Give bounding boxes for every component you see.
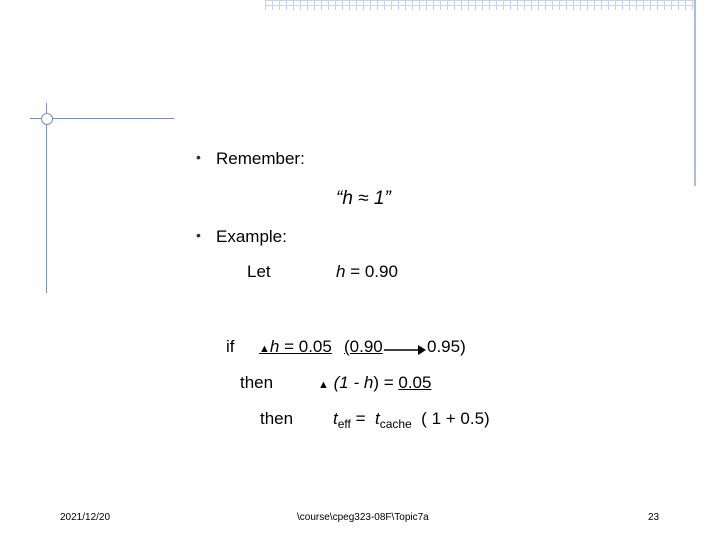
delta-icon: ▲	[259, 343, 270, 355]
if-word: if	[226, 337, 235, 356]
range-end: 0.95)	[427, 337, 466, 356]
example-label: Example:	[216, 227, 287, 246]
delta-icon: ▲	[318, 379, 329, 391]
decorative-circle-icon	[41, 113, 53, 125]
let-expression: h = 0.90	[336, 262, 398, 281]
range-start: (0.90	[344, 337, 383, 356]
bullet-icon: •	[196, 149, 201, 165]
then-word-2: then	[260, 409, 294, 428]
footer-date: 2021/12/20	[60, 512, 111, 523]
approx-formula: “h ≈ 1”	[336, 188, 391, 209]
effective-time-expression: $t_{eff} = t_{cache}$ ( 1 + 0.5)	[333, 409, 490, 431]
decorative-grid	[265, 0, 695, 10]
page-number: 23	[648, 512, 660, 523]
delta-h-expression: ▲h = 0.05	[259, 337, 332, 356]
decorative-left-rule	[46, 103, 47, 293]
remember-label: Remember:	[216, 149, 305, 168]
miss-rate-expression: ▲ (1 - h) = 0.05	[318, 373, 432, 392]
footer-path: \course\cpeg323-08F\Topic7a	[297, 512, 429, 523]
bullet-icon: •	[196, 227, 201, 243]
let-word: Let	[247, 262, 271, 281]
then-word-1: then	[240, 373, 274, 392]
right-arrow-icon	[384, 343, 426, 357]
decorative-vertical-rule	[694, 0, 696, 186]
